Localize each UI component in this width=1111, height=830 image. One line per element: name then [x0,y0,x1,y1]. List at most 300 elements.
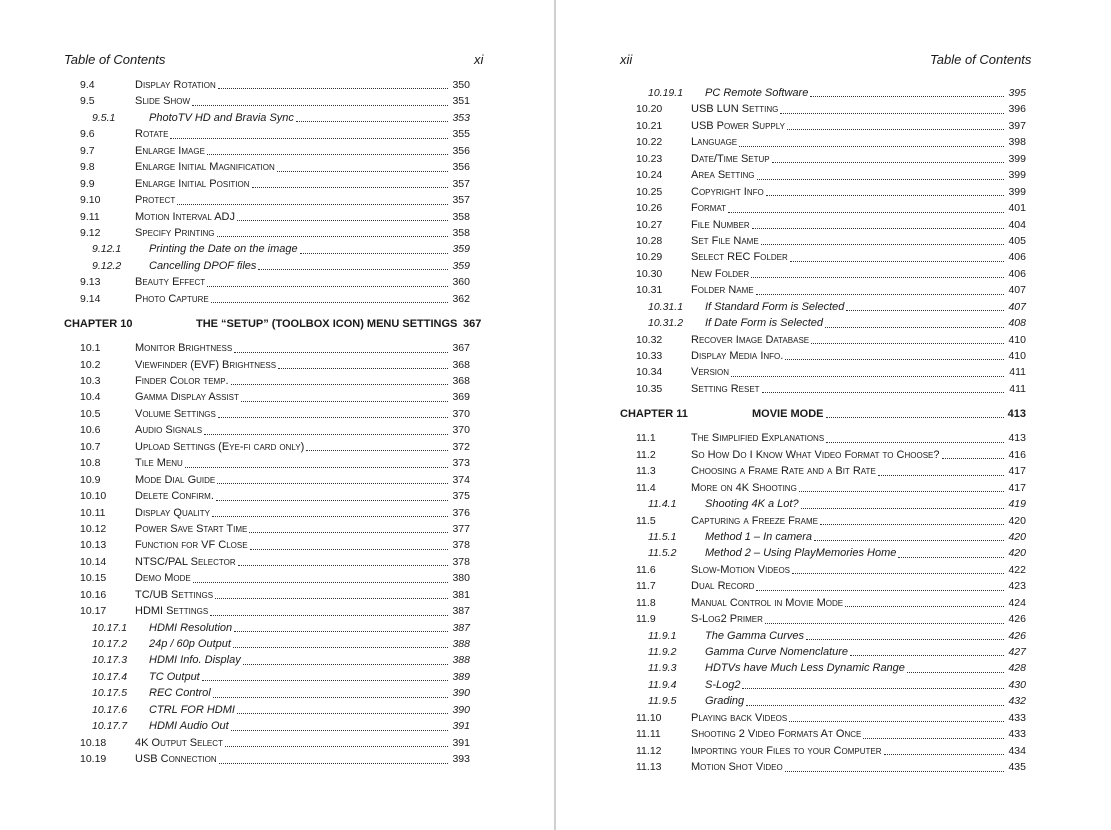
toc-entry[interactable] [556,660,1111,676]
toc-entry[interactable] [0,159,554,175]
toc-entry[interactable] [556,134,1111,150]
toc-entry-number: 11.5.2 [648,547,677,560]
page-header-title: Table of Contents [64,52,166,67]
toc-entry-page: 410 [1008,350,1026,362]
toc-entry[interactable] [0,143,554,159]
dot-leader [801,507,1004,509]
toc-entry-number: 11.4 [636,481,656,494]
dot-leader [799,490,1004,492]
toc-entry-title: Rotate [135,128,169,141]
toc-entry-number: 11.1 [636,432,656,445]
toc-entry-number: 9.6 [80,128,95,141]
left-page [0,0,554,830]
toc-entry[interactable] [556,101,1111,117]
toc-entry-title: Motion Interval ADJ [135,210,235,223]
toc-entry-number: 10.31.2 [648,317,684,330]
toc-entry-number: 9.7 [80,144,95,157]
toc-entry[interactable] [0,603,554,619]
toc-entry-title: 24p / 60p Output [149,638,231,650]
toc-entry-number: 10.16 [80,588,107,601]
toc-entry-page: 406 [1008,251,1026,264]
toc-entry-number: 10.17.1 [92,621,128,634]
toc-entry-page: 355 [452,128,470,141]
toc-entry[interactable] [0,291,554,307]
toc-entry[interactable] [0,274,554,290]
toc-entry-title: THE “SETUP” (TOOLBOX ICON) MENU SETTINGS [196,318,458,331]
toc-entry[interactable] [0,225,554,241]
toc-entry-page: 430 [1008,678,1026,691]
toc-entry[interactable] [556,710,1111,726]
toc-entry-title: Enlarge Initial Position [135,177,250,190]
toc-entry[interactable] [0,340,554,356]
dot-leader [742,687,1004,689]
dot-leader [752,227,1004,229]
toc-entry[interactable] [0,373,554,389]
toc-chapter-entry[interactable] [556,406,1111,422]
toc-entry[interactable] [0,620,554,636]
toc-entry[interactable] [0,587,554,603]
toc-entry[interactable] [0,209,554,225]
toc-entry-page: 393 [452,753,470,766]
toc-entry-title: Format [691,202,727,215]
dot-leader [826,416,1004,418]
toc-entry[interactable] [0,126,554,142]
toc-entry-title: Method 2 – Using PlayMemories Home [705,547,897,560]
toc-entry[interactable] [556,184,1111,200]
dot-leader [785,358,1004,360]
toc-entry-title: Playing back Videos [691,711,788,724]
toc-entry-page: 401 [1008,202,1026,215]
toc-entry-page: 420 [1008,530,1026,543]
toc-entry-number: 11.7 [636,580,656,593]
toc-entry[interactable] [0,570,554,586]
toc-entry[interactable] [556,496,1111,512]
toc-entry-title: Upload Settings (Eye-fi card only) [135,440,305,453]
toc-entry-title: Enlarge Initial Magnification [135,161,275,174]
dot-leader [746,704,1004,706]
toc-entry-title: Printing the Date on the image [149,243,298,256]
toc-entry-title: Slow-Motion Videos [691,563,791,576]
toc-entry[interactable] [0,455,554,471]
toc-entry-number: 10.31 [636,284,663,297]
toc-entry-page: 399 [1008,169,1026,182]
toc-entry[interactable] [556,463,1111,479]
toc-entry-title: So How Do I Know What Video Format to Choose? [691,448,940,461]
toc-entry-page: 374 [452,473,470,486]
toc-entry[interactable] [0,77,554,93]
toc-entry-title: Display Rotation [135,79,216,91]
dot-leader [207,153,448,155]
toc-entry-title: Version [691,366,730,379]
toc-entry-page: 433 [1008,728,1026,741]
dot-leader [193,581,448,583]
toc-entry[interactable] [556,628,1111,644]
toc-entry-number: 10.10 [80,490,107,503]
toc-entry-number: 11.3 [636,465,656,478]
dot-leader [252,186,448,188]
dot-leader [215,597,448,599]
toc-entry-title: Folder Name [691,284,754,297]
dot-leader [846,309,1004,311]
toc-entry[interactable] [556,315,1111,331]
toc-entry-number: 11.8 [636,596,656,609]
dot-leader [898,556,1004,558]
toc-entry-page: 426 [1008,629,1026,642]
toc-entry-title: Monitor Brightness [135,342,233,355]
toc-entry-title: Gamma Display Assist [135,391,239,404]
toc-entry-number: 9.13 [80,276,101,289]
toc-entry-page: 356 [452,161,470,174]
toc-entry-number: 9.12.1 [92,243,122,256]
toc-entry-page: 428 [1008,662,1026,675]
toc-entry-page: 353 [452,111,470,124]
toc-entry-number: 9.12 [80,226,101,239]
dot-leader [225,745,448,747]
toc-entry[interactable] [0,357,554,373]
dot-leader [306,449,448,451]
dot-leader [241,400,448,402]
toc-entry[interactable] [556,578,1111,594]
toc-entry-number: 10.21 [636,119,663,132]
toc-entry[interactable] [0,636,554,652]
toc-entry-page: 358 [452,210,470,223]
dot-leader [296,120,448,122]
toc-entry-number: 10.7 [80,440,101,453]
toc-entry-number: 9.5.1 [92,111,116,124]
toc-entry-title: Enlarge Image [135,144,205,157]
toc-entry-number: 10.17.3 [92,654,128,667]
toc-entry-title: Power Save Start Time [135,522,248,535]
toc-entry[interactable] [0,488,554,504]
toc-entry[interactable] [0,93,554,109]
toc-entry[interactable] [0,685,554,701]
toc-entry-number: 10.11 [80,506,106,519]
toc-entry-number: 11.11 [636,728,661,741]
toc-entry-number: 11.9.2 [648,646,677,658]
dot-leader [761,243,1004,245]
toc-entry-title: Importing your Files to your Computer [691,744,882,757]
toc-entry[interactable] [0,192,554,208]
toc-entry-title: The Simplified Explanations [691,432,825,445]
toc-entry-title: Cancelling DPOF files [149,259,257,272]
toc-entry-page: 367 [463,318,482,331]
toc-entry-number: 10.32 [636,333,663,346]
dot-leader [787,128,1004,130]
toc-entry-title: Area Setting [691,169,755,182]
toc-entry-title: PhotoTV HD and Bravia Sync [149,111,294,124]
toc-entry[interactable] [556,545,1111,561]
toc-entry-title: REC Control [149,687,211,700]
dot-leader [850,654,1004,656]
toc-entry-number: 10.19.1 [648,87,684,99]
dot-leader [231,383,448,385]
toc-entry-page: 434 [1008,744,1026,757]
toc-entry[interactable] [0,702,554,718]
toc-entry-number: 10.17.6 [92,703,128,716]
dot-leader [243,663,448,665]
toc-entry[interactable] [0,505,554,521]
dot-leader [756,293,1004,295]
toc-entry-title: Shooting 4K a Lot? [705,498,799,511]
toc-entry-title: USB Connection [135,753,217,766]
toc-entry-page: 396 [1008,103,1026,116]
toc-entry-page: 378 [452,555,470,568]
toc-entry-page: 432 [1008,695,1026,708]
toc-entry[interactable] [0,652,554,668]
toc-entry[interactable] [556,447,1111,463]
toc-entry-title: New Folder [691,267,750,280]
toc-entry-number: 9.8 [80,161,95,174]
toc-entry-page: 397 [1008,119,1026,132]
toc-entry[interactable] [556,644,1111,660]
toc-entry-title: S-Log2 [705,678,741,691]
toc-entry-page: 358 [452,226,470,239]
dot-leader [216,499,448,501]
toc-entry-number: 9.12.2 [92,259,122,272]
toc-entry-page: 404 [1008,218,1026,231]
toc-entry-number: 10.17.2 [92,638,128,650]
toc-entry-title: 4K Output Select [135,736,223,749]
toc-entry-page: 423 [1008,580,1026,593]
toc-entry-number: 10.27 [636,218,663,231]
dot-leader [826,441,1004,443]
toc-entry-number: 10.4 [80,391,101,404]
toc-entry-number: 11.13 [636,761,662,774]
toc-entry-title: Slide Show [135,95,191,108]
toc-entry-page: 357 [452,177,470,190]
toc-entry-title: Audio Signals [135,424,203,437]
toc-entry-number: 11.9.3 [648,662,677,675]
dot-leader [237,219,448,221]
toc-entry-title: Setting Reset [691,382,760,395]
toc-entry-page: 359 [452,259,470,272]
toc-entry-page: 413 [1008,432,1026,445]
toc-entry-page: 387 [452,605,470,618]
toc-entry-number: 10.26 [636,202,663,215]
dot-leader [789,720,1004,722]
toc-entry[interactable] [556,282,1111,298]
toc-entry-page: 367 [452,342,470,355]
toc-entry-number: 11.9.1 [648,629,677,642]
toc-entry[interactable] [556,726,1111,742]
dot-leader [277,170,448,172]
toc-entry-title: If Standard Form is Selected [705,300,845,313]
toc-entry-title: Date/Time Setup [691,152,770,165]
toc-entry[interactable] [0,389,554,405]
toc-entry-title: Tile Menu [135,457,183,470]
toc-entry[interactable] [556,118,1111,134]
toc-entry-page: 391 [452,720,470,733]
toc-entry-title: Language [691,136,738,149]
toc-entry[interactable] [556,562,1111,578]
toc-entry-page: 424 [1008,596,1026,609]
toc-entry-title: HDTVs have Much Less Dynamic Range [705,662,905,675]
toc-entry-title: CTRL FOR HDMI [149,703,235,716]
toc-entry-title: Function for VF Close [135,539,248,552]
toc-entry[interactable] [556,480,1111,496]
toc-entry-number: 11.4.1 [648,498,677,511]
dot-leader [845,605,1004,607]
dot-leader [790,260,1004,262]
toc-entry-page: 360 [452,276,470,289]
toc-entry[interactable] [0,669,554,685]
toc-entry-number: 9.10 [80,194,101,207]
toc-entry-number: 10.17 [80,605,107,618]
toc-entry[interactable] [556,693,1111,709]
toc-entry[interactable] [556,595,1111,611]
page-header-title: Table of Contents [930,52,1032,67]
toc-entry[interactable] [0,472,554,488]
toc-entry[interactable] [556,743,1111,759]
dot-leader [202,679,448,681]
toc-entry-page: 395 [1008,87,1026,99]
toc-entry-page: 373 [452,457,470,470]
toc-entry-page: 411 [1009,366,1026,379]
toc-entry-page: 368 [452,375,470,387]
toc-entry[interactable] [556,217,1111,233]
page-number: xi [474,52,484,67]
toc-chapter-entry[interactable] [0,316,554,332]
toc-entry[interactable] [556,233,1111,249]
toc-entry-title: USB Power Supply [691,119,785,132]
toc-entry-number: 10.13 [80,539,107,552]
toc-entry-title: Delete Confirm. [135,490,214,503]
toc-entry[interactable] [0,176,554,192]
toc-entry-title: TC/UB Settings [135,588,214,601]
toc-entry-number: 9.9 [80,177,95,190]
toc-entry[interactable] [556,249,1111,265]
toc-entry-title: Motion Shot Video [691,761,783,774]
toc-entry[interactable] [0,718,554,734]
toc-entry-number: 11.5 [636,514,656,527]
toc-entry-title: S-Log2 Primer [691,613,763,626]
toc-entry[interactable] [556,151,1111,167]
toc-entry-number: 11.9 [636,613,656,626]
dot-leader [177,203,448,205]
toc-entry[interactable] [556,266,1111,282]
toc-entry-page: 416 [1008,448,1026,461]
toc-entry-page: 435 [1008,761,1026,774]
toc-entry-title: Manual Control in Movie Mode [691,596,844,609]
toc-entry-number: 10.17.4 [92,670,128,683]
dot-leader [237,712,448,714]
toc-entry-number: 10.1 [80,342,101,355]
toc-entry[interactable] [0,258,554,274]
toc-entry[interactable] [556,332,1111,348]
toc-entry[interactable] [556,611,1111,627]
toc-entry[interactable] [556,529,1111,545]
toc-entry[interactable] [0,439,554,455]
toc-entry-page: 351 [452,95,470,108]
dot-leader [757,178,1004,180]
dot-leader [234,630,448,632]
toc-entry-number: 10.30 [636,267,663,280]
toc-entry-number: 10.34 [636,366,663,379]
toc-entry[interactable] [556,430,1111,446]
dot-leader [878,474,1004,476]
toc-entry-title: Grading [705,695,745,708]
toc-entry-page: 407 [1008,300,1026,313]
toc-entry-number: 10.19 [80,753,107,766]
toc-entry[interactable] [556,381,1111,397]
toc-entry-page: 422 [1008,563,1026,576]
toc-entry-number: 10.28 [636,234,663,247]
dot-leader [219,762,448,764]
toc-entry-number: 11.10 [636,711,662,724]
toc-entry-number: 11.12 [636,744,662,757]
dot-leader [756,589,1004,591]
toc-entry[interactable] [556,677,1111,693]
toc-entry[interactable] [556,759,1111,775]
dot-leader [806,638,1004,640]
toc-entry[interactable] [556,167,1111,183]
toc-entry[interactable] [556,348,1111,364]
toc-entry-number: 9.5 [80,95,95,108]
toc-entry[interactable] [0,554,554,570]
toc-entry-page: 372 [452,440,470,453]
toc-entry-title: Display Media Info. [691,350,784,362]
toc-entry[interactable] [0,110,554,126]
toc-entry[interactable] [556,85,1111,101]
toc-entry-number: 10.25 [636,185,663,198]
toc-entry-page: 350 [452,79,470,91]
toc-entry-number: 10.24 [636,169,663,182]
toc-list [556,85,1111,776]
toc-entry-page: 369 [452,391,470,404]
toc-entry-title: File Number [691,218,750,231]
toc-entry[interactable] [0,521,554,537]
toc-entry-number: 10.14 [80,555,107,568]
toc-entry-page: 411 [1009,382,1026,395]
toc-entry[interactable] [0,751,554,767]
toc-entry[interactable] [0,406,554,422]
toc-entry-title: PC Remote Software [705,87,809,99]
toc-entry[interactable] [0,735,554,751]
toc-entry-page: 399 [1008,152,1026,165]
toc-entry[interactable] [556,200,1111,216]
toc-entry-number: 11.2 [636,448,656,461]
toc-entry-page: 389 [452,670,470,683]
toc-entry[interactable] [556,513,1111,529]
dot-leader [739,145,1004,147]
toc-entry-title: Method 1 – In camera [705,530,813,543]
toc-entry[interactable] [0,241,554,257]
toc-entry-title: MOVIE MODE [752,408,824,421]
toc-entry-number: 10.9 [80,473,101,486]
dot-leader [250,548,448,550]
page-number: xii [620,52,633,67]
dot-leader [766,194,1004,196]
toc-entry-page: 417 [1008,481,1026,494]
toc-entry[interactable] [556,364,1111,380]
toc-entry-number: 9.11 [80,210,100,223]
dot-leader [772,161,1004,163]
toc-entry[interactable] [556,299,1111,315]
toc-entry-page: 426 [1008,613,1026,626]
dot-leader [217,482,448,484]
toc-entry-title: Specify Printing [135,226,215,239]
toc-entry-title: Volume Settings [135,407,216,420]
toc-entry-page: 398 [1008,136,1026,149]
toc-entry-page: 376 [452,506,470,519]
toc-entry-page: 381 [452,588,470,601]
toc-entry-page: 427 [1008,646,1026,658]
toc-entry-number: 10.8 [80,457,101,470]
toc-entry-number: 11.9.4 [648,678,677,691]
toc-entry[interactable] [0,537,554,553]
dot-leader [238,564,448,566]
toc-entry[interactable] [0,422,554,438]
